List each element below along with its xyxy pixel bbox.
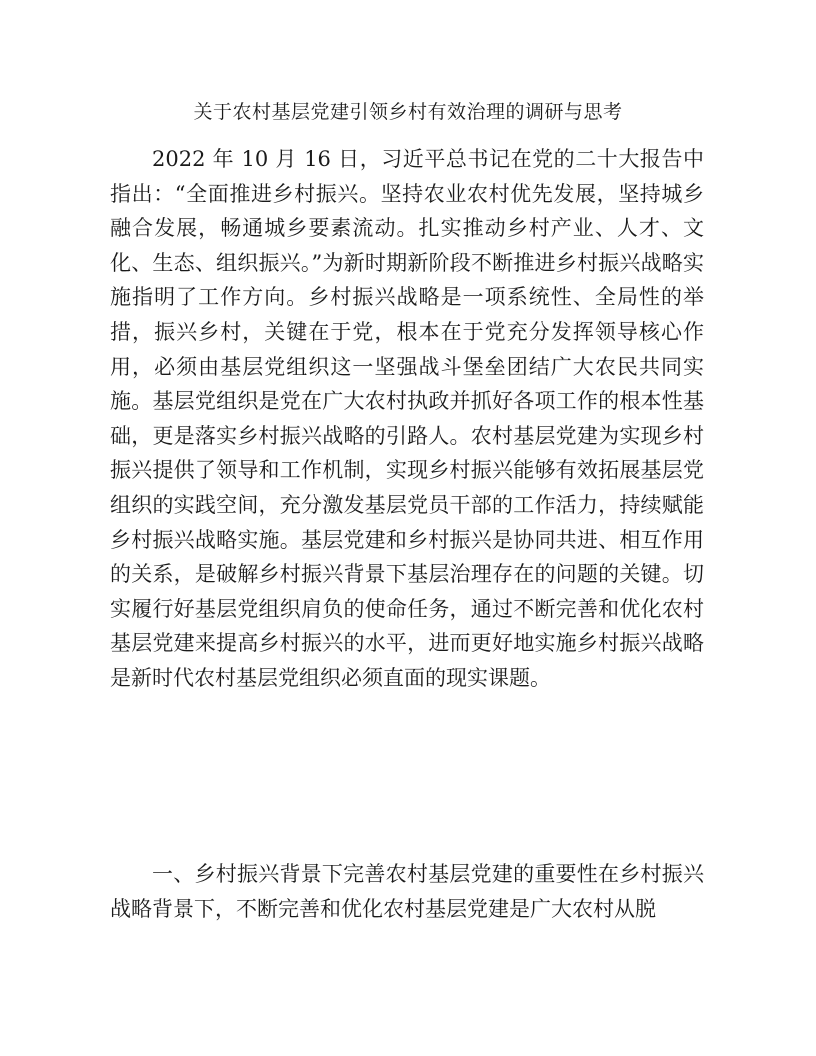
- body-paragraph-intro: 2022 年 10 月 16 日，习近平总书记在党的二十大报告中指出：“全面推进乡村振兴。坚持农业农村优先发展，坚持城乡融合发展，畅通城乡要素流动。扎实推动乡村产业、人才、文化、生态、组织振兴。”为新时期新阶段不断推进乡村振兴战略实施指明了工作方向。乡村振兴战略是一项系统性、全局性的举措，振兴乡村，关键在于党，根本在于党充分发挥领导核心作用，必须由基层党组织这一坚强战斗堡垒团结广大农民共同实施。基层党组织是党在广大农村执政并抓好各项工作的根本性基础，更是落实乡村振兴战略的引路人。农村基层党建为实现乡村振兴提供了领导和工作机制，实现乡村振兴能够有效拓展基层党组织的实践空间，充分激发基层党员干部的工作活力，持续赋能乡村振兴战略实施。基层党建和乡村振兴是协同共进、相互作用的关系，是破解乡村振兴背景下基层治理存在的问题的关键。切实履行好基层党组织肩负的使命任务，通过不断完善和优化农村基层党建来提高乡村振兴的水平，进而更好地实施乡村振兴战略是新时代农村基层党组织必须直面的现实课题。: [110, 147, 704, 690]
- body-paragraph-section-one: 一、乡村振兴背景下完善农村基层党建的重要性在乡村振兴战略背景下，不断完善和优化农村基层党建是广大农村从脱: [110, 862, 704, 921]
- document-title: 关于农村基层党建引领乡村有效治理的调研与思考: [193, 101, 623, 123]
